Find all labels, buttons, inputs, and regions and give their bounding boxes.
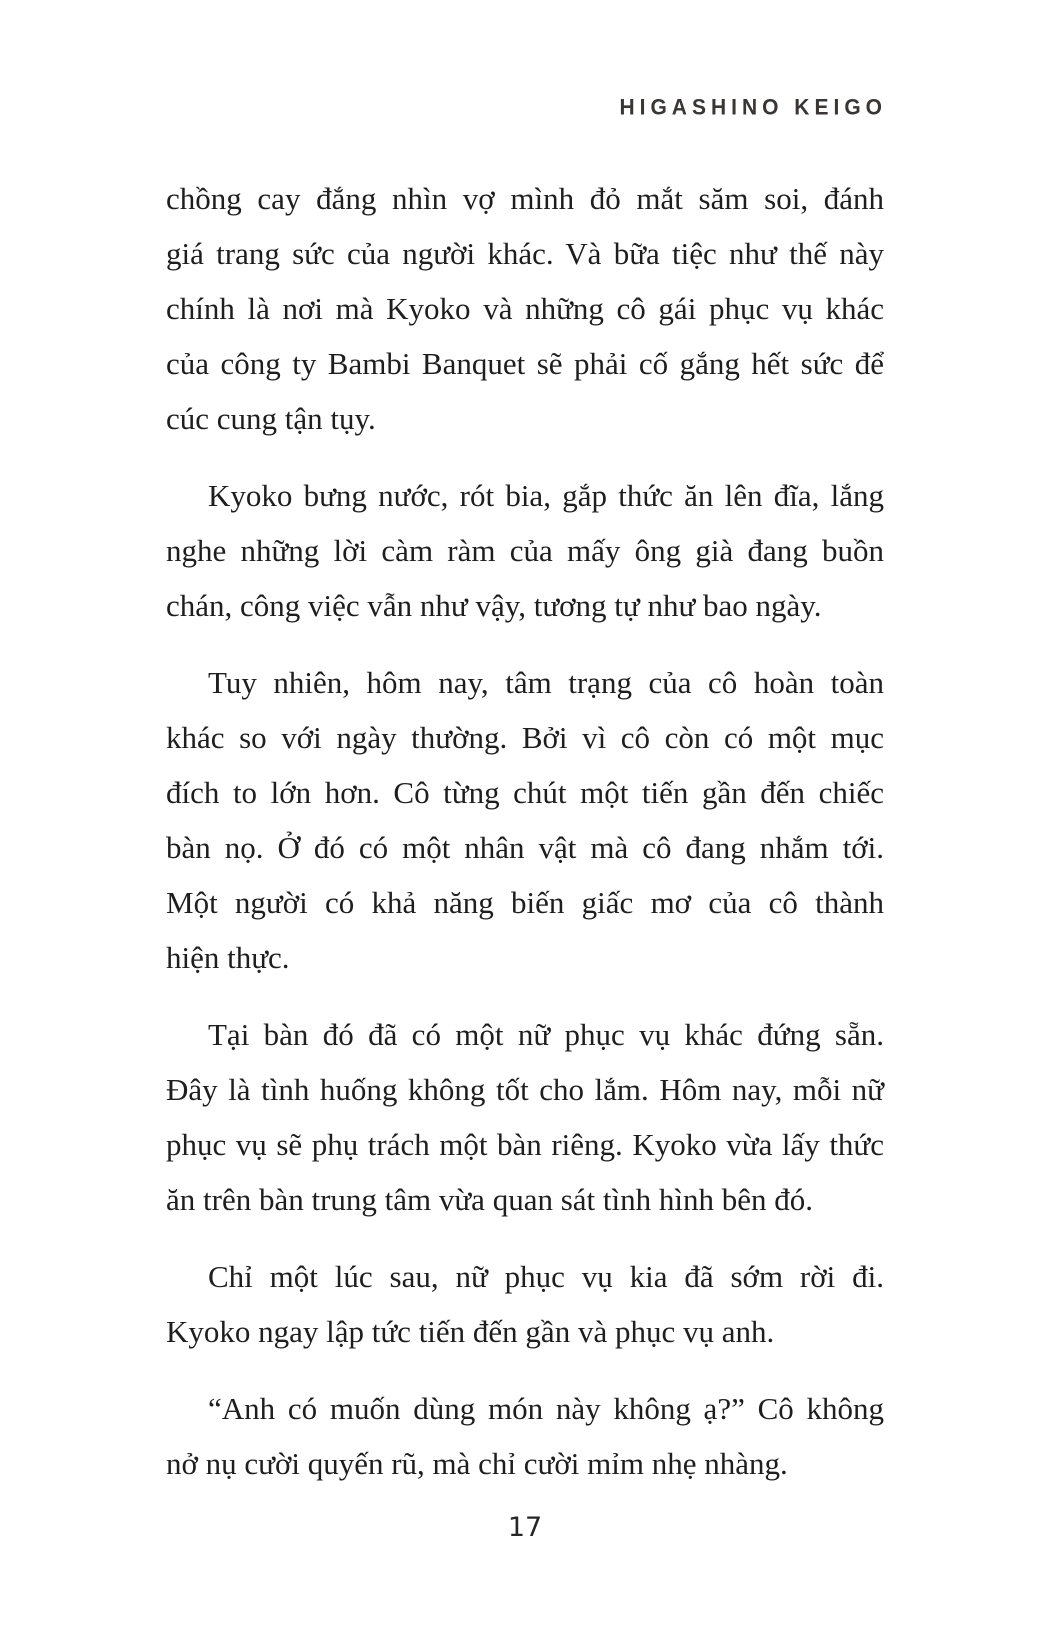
text-line: [166, 1172, 884, 1227]
text-line-content: chán, công việc vẫn như vậy, tương tự như bao ngày.: [166, 588, 822, 623]
text-line-content: Một người có khả năng biến giấc mơ của cô thành: [166, 885, 884, 920]
paragraph: [166, 1007, 884, 1227]
text-line: [166, 875, 884, 930]
text-line-content: chồng cay đắng nhìn vợ mình đỏ mắt săm soi, đánh: [166, 181, 884, 216]
text-line-content: Kyoko ngay lập tức tiến đến gần và phục vụ anh.: [166, 1314, 775, 1349]
text-line: [166, 1304, 884, 1359]
text-block: [166, 171, 884, 1491]
text-line-content: Kyoko bưng nước, rót bia, gắp thức ăn lên đĩa, lắng: [208, 478, 884, 513]
paragraph: [166, 1381, 884, 1491]
running-head: HIGASHINO KEIGO: [619, 96, 887, 120]
text-line-content: phục vụ sẽ phụ trách một bàn riêng. Kyoko vừa lấy thức: [166, 1127, 884, 1162]
text-line: [166, 171, 884, 226]
text-line-content: Tuy nhiên, hôm nay, tâm trạng của cô hoàn toàn: [208, 665, 884, 700]
paragraph: [166, 171, 884, 446]
text-line: [166, 226, 884, 281]
text-line: [166, 336, 884, 391]
text-line: [166, 710, 884, 765]
text-line-content: nghe những lời càm ràm của mấy ông già đang buồn: [166, 533, 884, 568]
text-line: [166, 1381, 884, 1436]
text-line: [166, 765, 884, 820]
text-line: [166, 1117, 884, 1172]
text-line-content: giá trang sức của người khác. Và bữa tiệc như thế này: [166, 236, 884, 271]
text-line: [166, 468, 884, 523]
text-line: [166, 655, 884, 710]
text-line: [166, 391, 884, 446]
text-line-content: Chỉ một lúc sau, nữ phục vụ kia đã sớm rời đi.: [208, 1259, 884, 1294]
text-line: [166, 578, 884, 633]
text-line-content: của công ty Bambi Banquet sẽ phải cố gắng hết sức để: [166, 346, 884, 381]
text-line: [166, 1062, 884, 1117]
paragraph: [166, 468, 884, 633]
text-line: [166, 523, 884, 578]
text-line-content: Tại bàn đó đã có một nữ phục vụ khác đứng sẵn.: [208, 1017, 884, 1052]
text-line-content: hiện thực.: [166, 940, 290, 975]
paragraph: [166, 1249, 884, 1359]
text-line-content: ăn trên bàn trung tâm vừa quan sát tình hình bên đó.: [166, 1182, 813, 1217]
paragraph: [166, 655, 884, 985]
text-line-content: khác so với ngày thường. Bởi vì cô còn có một mục: [166, 720, 884, 755]
text-line: [166, 1249, 884, 1304]
text-line-content: chính là nơi mà Kyoko và những cô gái phục vụ khác: [166, 291, 884, 326]
text-line-content: đích to lớn hơn. Cô từng chút một tiến gần đến chiếc: [166, 775, 884, 810]
text-line-content: Đây là tình huống không tốt cho lắm. Hôm nay, mỗi nữ: [166, 1072, 884, 1107]
text-line-content: bàn nọ. Ở đó có một nhân vật mà cô đang nhắm tới.: [166, 830, 884, 865]
text-line: [166, 281, 884, 336]
text-line: [166, 1436, 884, 1491]
text-line-content: nở nụ cười quyến rũ, mà chỉ cười mỉm nhẹ nhàng.: [166, 1446, 788, 1481]
text-line: [166, 1007, 884, 1062]
text-line-content: “Anh có muốn dùng món này không ạ?” Cô không: [208, 1391, 884, 1426]
text-line-content: cúc cung tận tụy.: [166, 401, 376, 436]
page-number: 17: [507, 1512, 543, 1543]
text-line: [166, 820, 884, 875]
text-line: [166, 930, 884, 985]
